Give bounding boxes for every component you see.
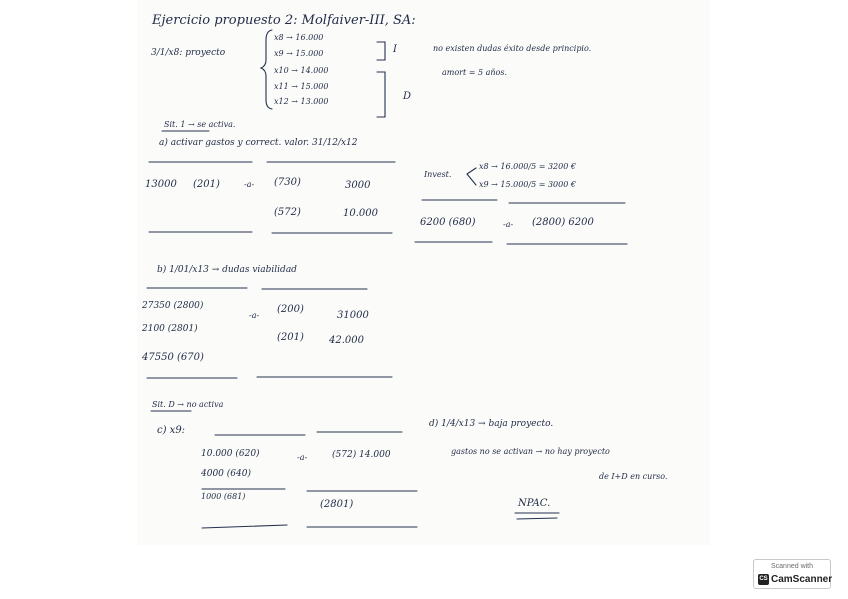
badge-caption: Scanned with (770, 563, 814, 570)
sit1-heading: Sit. 1 → se activa. (164, 120, 236, 129)
part-b-right-amount-2: 42.000 (329, 335, 364, 346)
npac-label: NPAC. (518, 498, 551, 509)
part-d-line-2: gastos no se activan → no hay proyecto (451, 447, 610, 456)
part-a-right-account-2: (572) (274, 207, 301, 218)
intro-item-x8: x8 → 16.000 (274, 33, 324, 42)
invest-line-2: x9 → 15.000/5 = 3000 € (479, 180, 576, 189)
invest-connector: -a- (503, 220, 514, 229)
camscanner-badge (753, 559, 831, 589)
invest-label: Invest. (424, 170, 452, 179)
part-b-right-account-1: (200) (277, 304, 304, 315)
part-c-left-row-3: 1000 (681) (201, 492, 246, 501)
notebook-sheet (137, 0, 710, 545)
intro-item-x9: x9 → 15.000 (274, 49, 324, 58)
part-c-right-entry-2: (2801) (320, 499, 354, 510)
list-brace (261, 30, 272, 109)
intro-note-line-1: no existen dudas éxito desde principio. (433, 44, 592, 53)
group-d-label: D (403, 91, 412, 102)
part-b-left-row-1: 27350 (2800) (142, 301, 204, 311)
part-a-left-account: (201) (193, 179, 220, 190)
invest-line-1: x8 → 16.000/5 = 3200 € (479, 162, 576, 171)
intro-note-line-2: amort = 5 años. (442, 68, 508, 77)
part-a-right-amount-1: 3000 (345, 180, 371, 191)
part-c-connector: -a- (297, 453, 308, 462)
part-a-heading: a) activar gastos y correct. valor. 31/12/x12 (159, 138, 358, 148)
part-b-connector: -a- (249, 311, 260, 320)
part-c-label: c) x9: (157, 425, 186, 436)
bracket-i (377, 42, 385, 60)
part-a-right-account-1: (730) (274, 177, 301, 188)
intro-date-label: 3/1/x8: proyecto (151, 48, 226, 58)
intro-item-x10: x10 → 14.000 (274, 66, 329, 75)
exercise-title: Ejercicio propuesto 2: Molfaiver-III, SA: (152, 13, 416, 28)
badge-brand-name: CamScanner (771, 574, 833, 585)
npac-underline-2 (517, 518, 557, 519)
part-b-right-amount-1: 31000 (337, 310, 369, 321)
part-b-left-row-2: 2100 (2801) (142, 324, 198, 334)
intro-item-x11: x11 → 15.000 (274, 82, 329, 91)
group-i-label: I (393, 44, 397, 55)
part-d-line-1: d) 1/4/x13 → baja proyecto. (429, 419, 554, 429)
part-c-bottom-line-left (202, 525, 287, 528)
part-a-right-amount-2: 10.000 (343, 208, 378, 219)
part-c-left-row-1: 10.000 (620) (201, 449, 260, 459)
invest-entry-left: 6200 (680) (420, 217, 476, 228)
intro-item-x12: x12 → 13.000 (274, 97, 329, 106)
part-b-heading: b) 1/01/x13 → dudas viabilidad (157, 265, 297, 275)
part-d-line-3: de I+D en curso. (599, 472, 668, 481)
part-b-left-row-3: 47550 (670) (142, 352, 204, 363)
part-b-right-account-2: (201) (277, 332, 304, 343)
camscanner-logo-icon: CS (758, 574, 769, 585)
part-a-connector: -a- (244, 180, 255, 189)
part-c-left-row-2: 4000 (640) (201, 469, 251, 479)
sitd-heading: Sit. D → no activa (152, 400, 224, 409)
part-c-right-entry: (572) 14.000 (332, 450, 391, 460)
invest-bracket (467, 168, 476, 185)
part-a-left-amount: 13000 (145, 179, 177, 190)
bracket-d (377, 72, 385, 117)
invest-entry-right: (2800) 6200 (532, 217, 594, 228)
